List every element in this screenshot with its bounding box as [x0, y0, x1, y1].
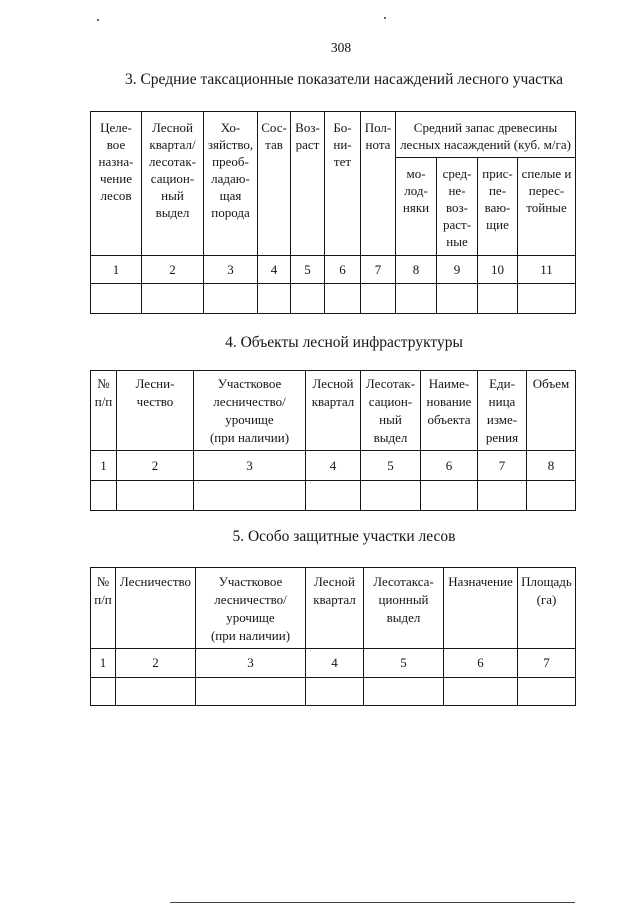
- empty-cell: [117, 481, 194, 511]
- empty-cell: [396, 284, 437, 314]
- header-forestry: Лесничество: [116, 568, 196, 649]
- empty-cell: [91, 481, 117, 511]
- header-forest-quarter: Лесной квартал: [306, 371, 361, 451]
- header-quarter-compartment: Лесной квартал/ лесотак- сацион- ный выдел: [142, 112, 204, 256]
- header-forestry: Лесни- чество: [117, 371, 194, 451]
- header-row-number: № п/п: [91, 371, 117, 451]
- page-number: 308: [330, 40, 352, 55]
- empty-cell: [116, 678, 196, 706]
- empty-row: [91, 678, 576, 706]
- empty-cell: [364, 678, 444, 706]
- section-5-heading: 5. Особо защитные участки лесов: [232, 528, 456, 545]
- header-unit: Еди- ница изме- рения: [478, 371, 527, 451]
- header-mature-overmature: спелые и перес- тойные: [518, 158, 576, 256]
- empty-cell: [361, 284, 396, 314]
- header-young-stands: мо- лод- няки: [396, 158, 437, 256]
- infrastructure-table: [90, 370, 576, 511]
- column-number-row: [91, 451, 576, 481]
- header-district-forestry: Участковое лесничество/ урочище (при наличии): [194, 371, 306, 451]
- header-district-forestry: Участковое лесничество/ урочище (при наличии): [196, 568, 306, 649]
- column-number: 5: [291, 256, 325, 284]
- column-number: 11: [518, 256, 576, 284]
- empty-cell: [325, 284, 361, 314]
- column-number: 8: [527, 451, 576, 481]
- empty-cell: [194, 481, 306, 511]
- section-3-heading: 3. Средние таксационные показатели насаждений лесного участка: [124, 71, 564, 88]
- column-number: 2: [142, 256, 204, 284]
- column-number: 1: [91, 451, 117, 481]
- empty-cell: [437, 284, 478, 314]
- empty-cell: [306, 678, 364, 706]
- column-number-row: [91, 649, 576, 678]
- empty-cell: [91, 284, 142, 314]
- header-site-class: Бо- ни- тет: [325, 112, 361, 256]
- empty-cell: [478, 481, 527, 511]
- header-forest-purpose: Целе- вое назна- чение лесов: [91, 112, 142, 256]
- column-number: 4: [306, 451, 361, 481]
- page-bottom-rule: [170, 902, 575, 903]
- column-number: 5: [361, 451, 421, 481]
- column-number-row: [91, 256, 576, 284]
- column-number: 3: [194, 451, 306, 481]
- header-row-number: № п/п: [91, 568, 116, 649]
- column-number: 2: [117, 451, 194, 481]
- column-number: 7: [361, 256, 396, 284]
- header-purpose: Назначение: [444, 568, 518, 649]
- empty-cell: [361, 481, 421, 511]
- column-number: 7: [478, 451, 527, 481]
- column-number: 5: [364, 649, 444, 678]
- empty-cell: [142, 284, 204, 314]
- header-forest-quarter: Лесной квартал: [306, 568, 364, 649]
- header-compartment: Лесотакса- ционный выдел: [364, 568, 444, 649]
- header-middle-aged: сред- не- воз- раст- ные: [437, 158, 478, 256]
- empty-cell: [196, 678, 306, 706]
- column-number: 6: [421, 451, 478, 481]
- empty-cell: [444, 678, 518, 706]
- header-average-growing-stock: Средний запас древесины лесных насаждений (куб. м/га): [396, 112, 576, 158]
- column-number: 9: [437, 256, 478, 284]
- column-number: 10: [478, 256, 518, 284]
- empty-cell: [306, 481, 361, 511]
- header-compartment: Лесотак- сацион- ный выдел: [361, 371, 421, 451]
- header-volume: Объем: [527, 371, 576, 451]
- scan-dot: [97, 19, 99, 21]
- empty-cell: [478, 284, 518, 314]
- empty-row: [91, 284, 576, 314]
- empty-cell: [421, 481, 478, 511]
- column-number: 1: [91, 256, 142, 284]
- empty-cell: [518, 678, 576, 706]
- empty-row: [91, 481, 576, 511]
- header-management-species: Хо- зяйство, преоб- ладаю- щая порода: [204, 112, 258, 256]
- stand-indicators-table: [90, 111, 576, 314]
- column-number: 6: [325, 256, 361, 284]
- header-object-name: Наиме- нование объекта: [421, 371, 478, 451]
- header-age: Воз- раст: [291, 112, 325, 256]
- header-maturing: прис- пе- ваю- щие: [478, 158, 518, 256]
- column-number: 1: [91, 649, 116, 678]
- header-density: Пол- нота: [361, 112, 396, 256]
- empty-cell: [258, 284, 291, 314]
- column-number: 7: [518, 649, 576, 678]
- section-4-heading: 4. Объекты лесной инфраструктуры: [225, 334, 463, 351]
- empty-cell: [91, 678, 116, 706]
- empty-cell: [527, 481, 576, 511]
- column-number: 8: [396, 256, 437, 284]
- protective-areas-table: [90, 567, 576, 706]
- column-number: 6: [444, 649, 518, 678]
- column-number: 4: [258, 256, 291, 284]
- column-number: 4: [306, 649, 364, 678]
- header-area: Площадь (га): [518, 568, 576, 649]
- empty-cell: [518, 284, 576, 314]
- column-number: 3: [196, 649, 306, 678]
- scan-dot: [384, 17, 386, 19]
- empty-cell: [291, 284, 325, 314]
- empty-cell: [204, 284, 258, 314]
- column-number: 2: [116, 649, 196, 678]
- header-composition: Сос- тав: [258, 112, 291, 256]
- column-number: 3: [204, 256, 258, 284]
